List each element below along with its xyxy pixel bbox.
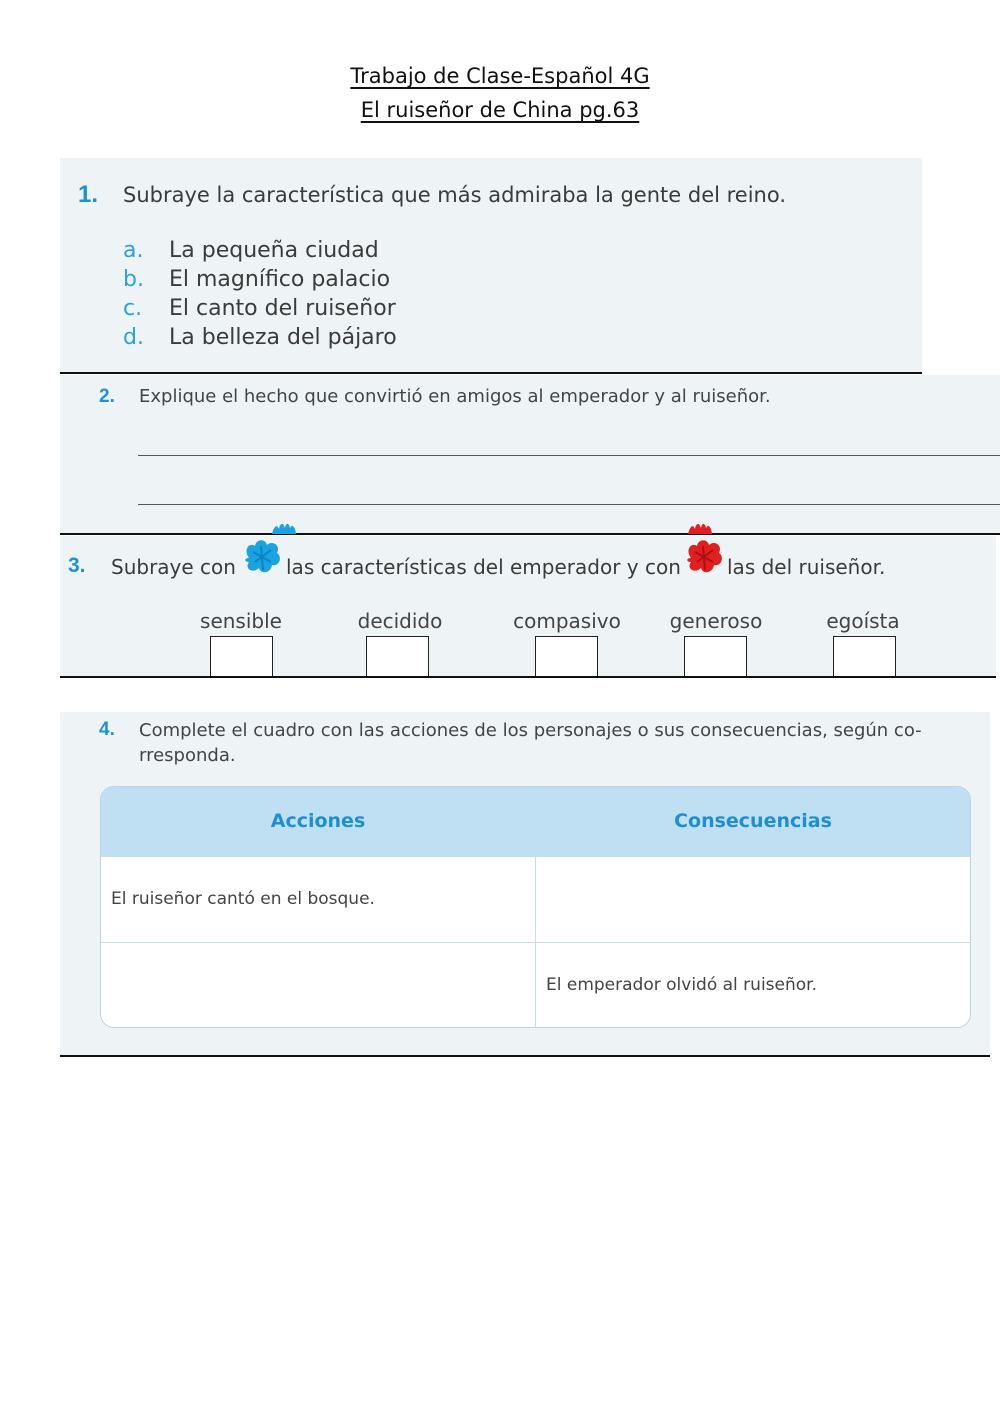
header-consecuencias: Consecuencias <box>674 810 832 832</box>
word-compasivo: compasivo <box>513 609 621 633</box>
question-3-number: 3. <box>68 554 86 577</box>
option-b-text[interactable]: El magnífico palacio <box>169 267 391 292</box>
option-d-text[interactable]: La belleza del pájaro <box>169 325 397 350</box>
option-d-letter: d. <box>123 325 144 350</box>
option-c-text[interactable]: El canto del ruiseñor <box>169 296 396 321</box>
divider <box>60 1055 990 1057</box>
option-c-letter: c. <box>123 296 143 321</box>
divider <box>60 372 922 374</box>
row-divider <box>101 856 970 857</box>
option-a-letter: a. <box>123 238 144 263</box>
answer-box-decidido[interactable] <box>366 636 429 678</box>
word-generoso: generoso <box>669 609 763 633</box>
word-egoista: egoísta <box>826 609 900 633</box>
question-3-prompt-start: Subraye con <box>111 555 236 579</box>
worksheet-title: Trabajo de Clase-Español 4G <box>350 64 650 88</box>
word-sensible: sensible <box>200 609 282 633</box>
answer-box-compasivo[interactable] <box>535 636 598 678</box>
table-cell-row2-consecuencias[interactable]: El emperador olvidó al ruiseñor. <box>546 975 817 995</box>
question-3-prompt-middle: las características del emperador y con <box>286 555 681 579</box>
actions-consequences-table <box>100 786 971 1028</box>
answer-box-egoista[interactable] <box>833 636 896 678</box>
answer-line-2[interactable] <box>138 504 1000 505</box>
answer-box-generoso[interactable] <box>684 636 747 678</box>
worksheet-subtitle: El ruiseñor de China pg.63 <box>360 98 640 122</box>
question-2-prompt: Explique el hecho que convirtió en amigos al emperador y al ruiseñor. <box>139 386 771 407</box>
answer-box-sensible[interactable] <box>210 636 273 678</box>
question-1-number: 1. <box>78 181 99 208</box>
option-b-letter: b. <box>123 267 144 292</box>
row-divider <box>101 942 970 943</box>
blue-color-mark-icon <box>241 538 283 576</box>
question-4-number: 4. <box>99 719 115 740</box>
divider <box>60 676 996 678</box>
divider <box>60 533 1000 535</box>
red-color-mark-icon <box>683 538 725 576</box>
answer-line-1[interactable] <box>138 455 1000 456</box>
question-3-prompt-end: las del ruiseñor. <box>727 555 886 579</box>
word-decidido: decidido <box>357 609 443 633</box>
question-2-number: 2. <box>99 386 115 407</box>
question-1-prompt: Subraye la característica que más admiraba la gente del reino. <box>123 183 787 207</box>
option-a-text[interactable]: La pequeña ciudad <box>169 238 379 263</box>
table-cell-row1-acciones[interactable]: El ruiseñor cantó en el bosque. <box>111 889 375 909</box>
question-4-prompt-line2: rresponda. <box>139 745 236 766</box>
question-4-prompt-line1: Complete el cuadro con las acciones de los personajes o sus consecuencias, según co- <box>139 720 922 741</box>
red-scribble-top-icon <box>686 520 714 534</box>
blue-scribble-top-icon <box>270 520 298 534</box>
header-acciones: Acciones <box>270 810 366 832</box>
